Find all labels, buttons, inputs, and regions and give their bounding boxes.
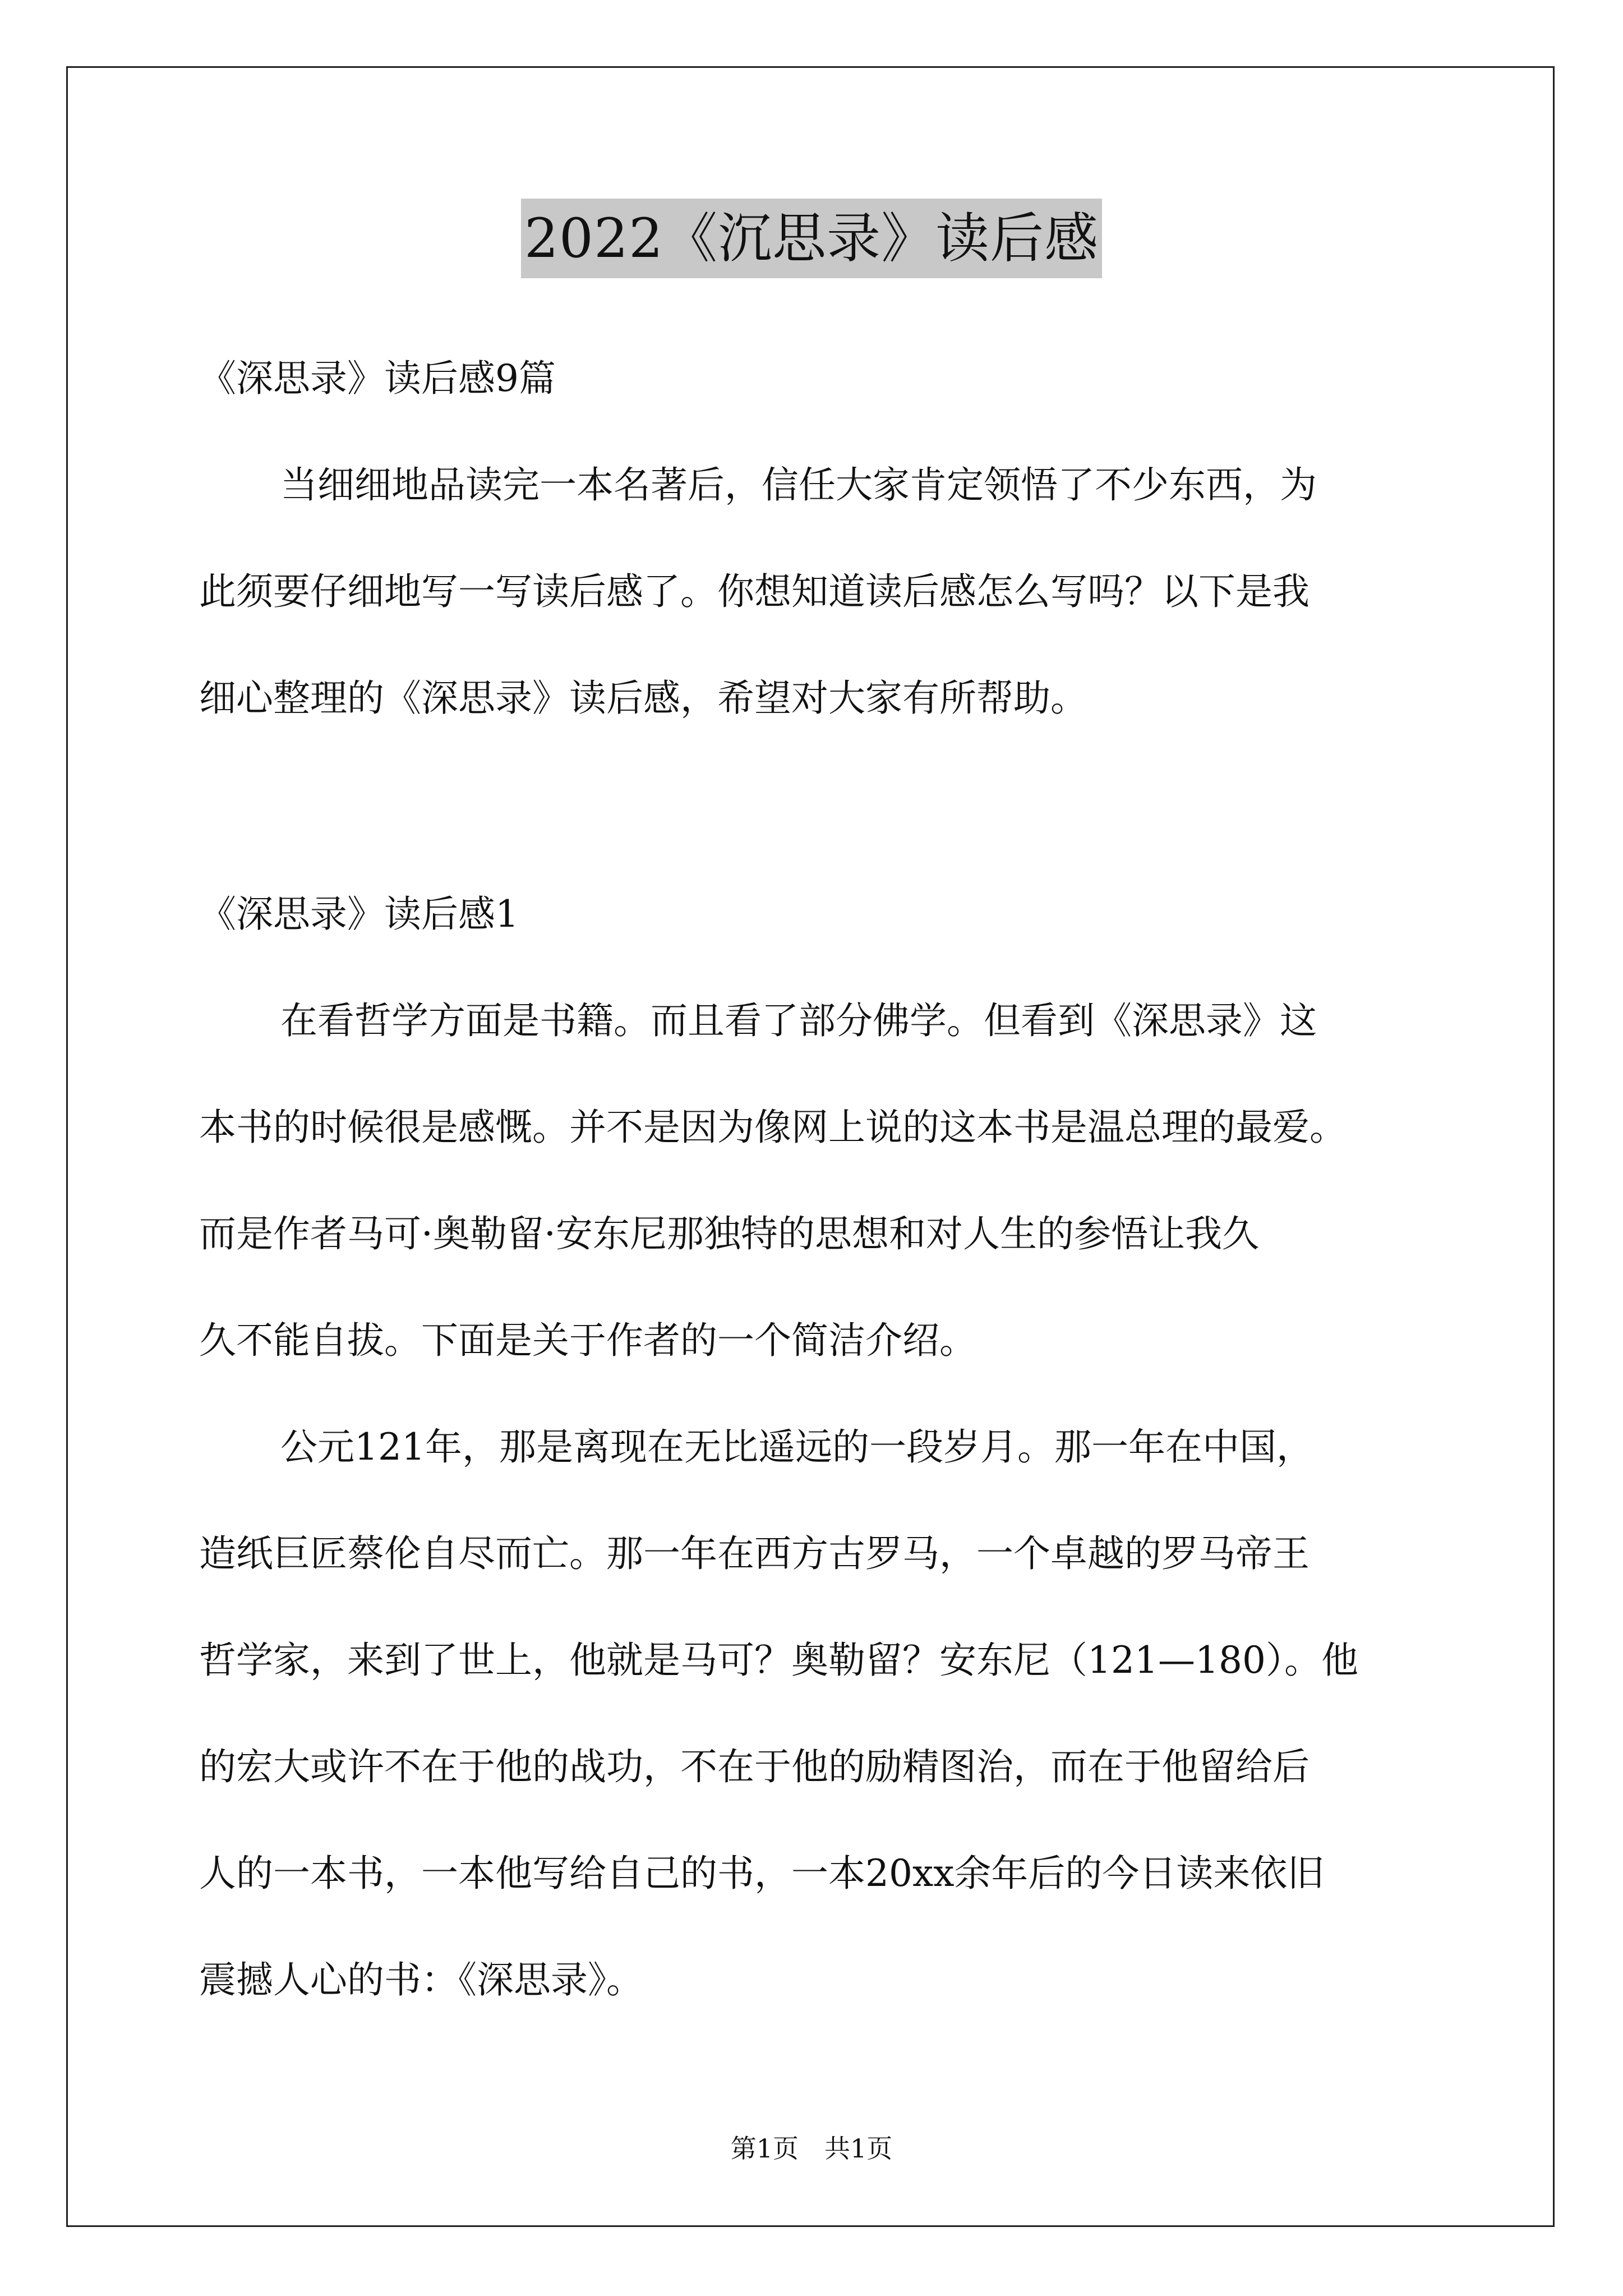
subtitle: 《深思录》读后感9篇 xyxy=(199,357,556,400)
paragraph-line: 在看哲学方面是书籍。而且看了部分佛学。但看到《深思录》这 xyxy=(280,999,1317,1042)
subtitle-block xyxy=(199,325,1438,432)
paragraph-line: 造纸巨匠蔡伦自尽而亡。那一年在西方古罗马，一个卓越的罗马帝王 xyxy=(199,1532,1310,1575)
paragraph-line: 公元121年，那是离现在无比遥远的一段岁月。那一年在中国， xyxy=(280,1425,1313,1469)
paragraph-line: 久不能自拔。下面是关于作者的一个简洁介绍。 xyxy=(199,1319,976,1362)
paragraph-line: 人的一本书，一本他写给自己的书，一本20xx余年后的今日读来依旧 xyxy=(199,1852,1325,1895)
paragraph-line: 的宏大或许不在于他的战功，不在于他的励精图治，而在于他留给后 xyxy=(199,1745,1310,1788)
paragraph-line: 哲学家，来到了世上，他就是马可？奥勒留？安东尼（121—180）。他 xyxy=(199,1639,1358,1682)
paragraph-line: 而是作者马可·奥勒留·安东尼那独特的思想和对人生的参悟让我久 xyxy=(199,1212,1259,1255)
title-container xyxy=(0,199,1623,278)
paragraph-line: 震撼人心的书：《深思录》。 xyxy=(199,1958,643,2001)
paragraph-2 xyxy=(199,1394,1438,2033)
section-heading: 《深思录》读后感1 xyxy=(199,892,519,936)
intro-line: 细心整理的《深思录》读后感，希望对大家有所帮助。 xyxy=(199,677,1087,720)
intro-paragraph xyxy=(199,432,1438,752)
document-title: 2022《沉思录》读后感 xyxy=(521,199,1102,278)
intro-line: 此须要仔细地写一写读后感了。你想知道读后感怎么写吗？以下是我 xyxy=(199,570,1310,613)
paragraph-1 xyxy=(199,968,1438,1394)
page-footer: 第1页 共1页 xyxy=(730,2133,893,2164)
paragraph-line: 本书的时候很是感慨。并不是因为像网上说的这本书是温总理的最爱。 xyxy=(199,1106,1347,1149)
section-heading-block xyxy=(199,861,1438,968)
intro-line: 当细细地品读完一本名著后，信任大家肯定领悟了不少东西，为 xyxy=(280,463,1317,507)
